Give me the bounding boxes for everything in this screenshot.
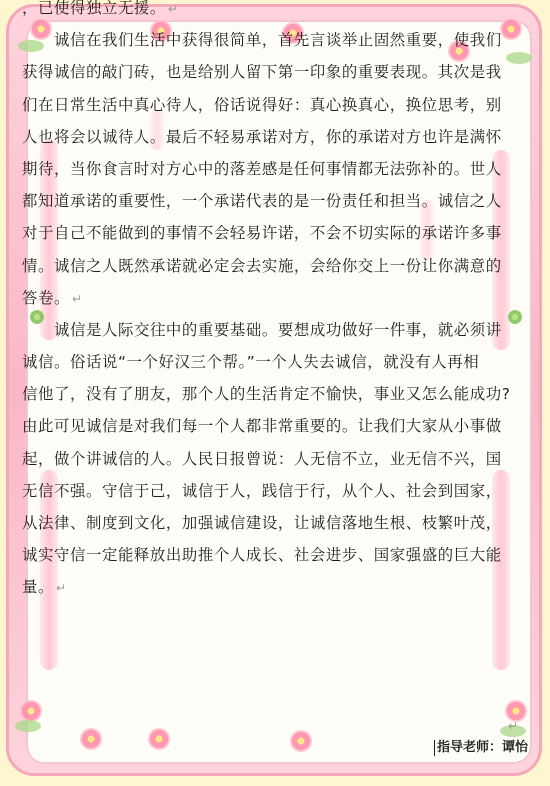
- text-line-content: 们在日常生活中真心待人，俗话说得好：真心换真心，换位思考，别: [22, 95, 502, 114]
- text-line-content: 情。诚信之人既然承诺就必定会去实施，会给你交上一份让你满意的: [22, 256, 502, 275]
- flower-icon: [290, 730, 312, 752]
- text-line-content: 信他了，没有了朋友，那个人的生活肯定不愉快，事业又怎么能成功?: [22, 385, 511, 404]
- text-line: [22, 217, 522, 249]
- text-line: [22, 346, 522, 378]
- paragraph-mark: ↵: [55, 581, 67, 596]
- signature-text: 指导老师：谭怡: [436, 740, 528, 755]
- text-line: [22, 282, 522, 314]
- text-line-content: 都知道承诺的重要性，一个承诺代表的是一份责任和担当。诚信之人: [22, 192, 502, 211]
- text-line: [22, 507, 522, 539]
- text-line: [22, 185, 522, 217]
- flower-icon: [20, 700, 42, 722]
- paragraph-mark: ↵: [71, 291, 83, 306]
- text-line: [22, 475, 522, 507]
- text-line: [22, 153, 522, 185]
- paragraph-mark: ↵: [507, 719, 518, 733]
- text-line-content: 对于自己不能做到的事情不会轻易许诺，不会不切实际的承诺许多事: [22, 224, 502, 243]
- flower-icon: [148, 728, 170, 750]
- document-body: [22, 0, 522, 604]
- text-line-content: 诚信。俗话说“一个好汉三个帮。”一个人失去诚信，就没有人再相: [22, 353, 480, 372]
- text-line-content: 起，做个讲诚信的人。人民日报曾说：人无信不立，业无信不兴，国: [22, 449, 502, 468]
- text-line: [22, 314, 522, 346]
- signature-line: [434, 736, 528, 756]
- text-line: [22, 0, 522, 24]
- text-line: [22, 121, 522, 153]
- text-cursor: [434, 740, 435, 756]
- leaf-icon: [15, 720, 41, 732]
- paragraph-mark: ↵: [167, 2, 179, 16]
- text-line: [22, 56, 522, 88]
- text-line: [22, 539, 522, 571]
- text-line-content: 诚实守信一定能释放出助推个人成长、社会进步、国家强盛的巨大能: [22, 546, 502, 565]
- text-line: [22, 410, 522, 442]
- text-line: [22, 250, 522, 282]
- text-line-content: 由此可见诚信是对我们每一个人都非常重要的。让我们大家从小事做: [22, 417, 502, 436]
- text-line-content: 从法律、制度到文化，加强诚信建设，让诚信落地生根、枝繁叶茂，: [22, 514, 502, 532]
- text-line-content: 无信不强。守信于己，诚信于人，践信于行，从个人、社会到国家，: [22, 481, 502, 500]
- text-line: [22, 24, 522, 56]
- text-line-content: 量。: [22, 578, 54, 597]
- text-line-content: 人也将会以诚待人。最后不轻易承诺对方，你的承诺对方也许是满怀: [22, 127, 502, 146]
- text-line: [22, 443, 522, 475]
- text-line-content: 答卷。: [22, 288, 70, 307]
- text-line-content: ，已使得独立无援。: [22, 0, 166, 17]
- text-line-content: 诚信是人际交往中的重要基础。要想成功做好一件事，就必须讲: [54, 320, 502, 339]
- text-line: [22, 89, 522, 121]
- text-line: [22, 571, 522, 603]
- text-line: [22, 378, 522, 410]
- flower-icon: [80, 728, 102, 750]
- text-line-content: 诚信在我们生活中获得很简单，首先言谈举止固然重要，使我们: [54, 31, 502, 50]
- text-line-content: 期待，当你食言时对方心中的落差感是任何事情都无法弥补的。世人: [22, 159, 502, 178]
- text-line-content: 获得诚信的敲门砖，也是给别人留下第一印象的重要表现。其次是我: [22, 63, 502, 82]
